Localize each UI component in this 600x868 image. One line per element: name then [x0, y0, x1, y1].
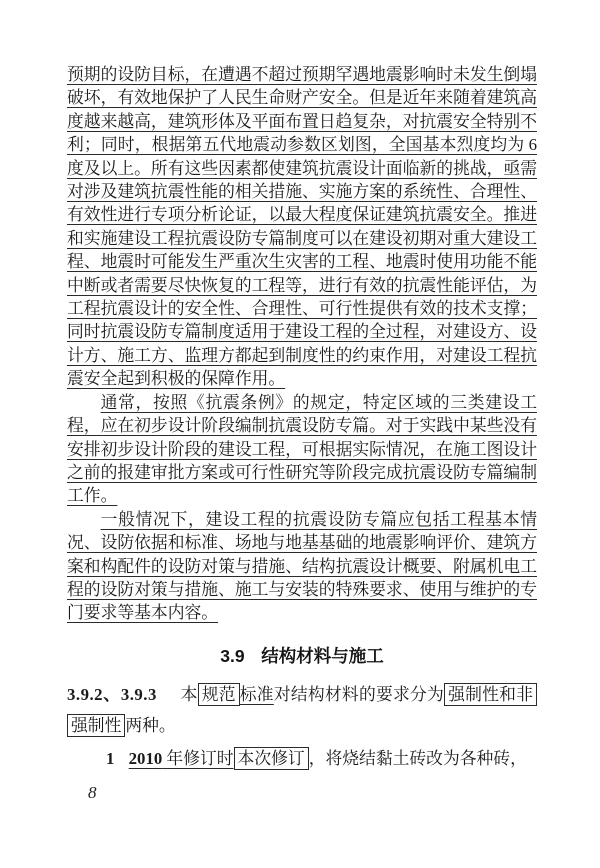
revision-old-text: [129, 749, 234, 768]
page-content: [67, 63, 537, 774]
paragraph-usually: 通常，按照《抗震条例》的规定，特定区域的三类建设工程，应在初步设计阶段编制抗震设防专篇。对于实践中某些没有安排初步设计阶段的建设工程，可根据实际情况，在施工图设计之前的报建审批方案或可行性研究等阶段完成抗震设防专篇编制工作。: [67, 392, 537, 506]
revision-new-term: 规范: [198, 683, 240, 706]
revision-old-term: 标准: [239, 684, 274, 704]
clause-label: 3.9.2、3.9.3: [67, 684, 157, 704]
clause-tail-text: 两种。: [125, 716, 176, 736]
revision-new-text: 本次修订: [234, 747, 309, 770]
page-number: 8: [88, 783, 97, 802]
section-heading: [67, 644, 537, 668]
revision-year: 2010: [128, 748, 163, 768]
paragraph-general-case: 一般情况下，建设工程的抗震设防专篇应包括工程基本情况、设防依据和标准、场地与地基基础的地震影响评价、建筑方案和构配件的设防对策与措施、结构抗震设计概要、附属机电工程的设防对策与措施、施工与安装的特殊要求、使用与维护的专门要求等基本内容。: [67, 509, 537, 623]
clause-middle-text: 对结构材料的要求分为: [273, 684, 445, 704]
item-number: 1: [106, 748, 115, 768]
clause-lead-text: 本: [180, 684, 198, 704]
revision-old-text-rest: 年修订时: [162, 748, 234, 768]
clause-paragraph: [67, 679, 537, 742]
paragraph-continuation: 预期的设防目标，在遭遇不超过预期罕遇地震影响时未发生倒塌破坏，有效地保护了人民生命财产安全。但是近年来随着建筑高度越来越高，建筑形体及平面布置日趋复杂，对抗震安全特别不利；同时，根据第五代地震动参数区划图，全国基本烈度均为 6 度及以上。所有这些因素都使建筑抗震设计面临新的挑战，亟需对涉及建筑抗震性能的相关措施、实施方案的系统性、合理性、有效性进行专项分析论证，以最大程度保证建筑抗震安全。推进和实施建设工程抗震设防专篇制度可以在建设初期对重大建设工程、地震时可能发生严重次生灾害的工程、地震时使用功能不能中断或者需要尽快恢复的工程等，进行有效的抗震性能评估，为工程抗震设计的安全性、合理性、可行性提供有效的技术支撑；同时抗震设防专篇制度适用于建设工程的全过程，对建设方、设计方、施工方、监理方都起到制度性的约束作用，对建设工程抗震安全起到积极的保障作用。: [67, 65, 537, 389]
section-number: 3.9: [220, 645, 245, 666]
section-title: 结构材料与施工: [261, 645, 384, 666]
boxed-mandatory-phrase: 强制性和非强制性: [67, 683, 537, 738]
item-text: ，将烧结黏土砖改为各种砖，: [308, 748, 527, 768]
numbered-item-1: [67, 743, 537, 775]
